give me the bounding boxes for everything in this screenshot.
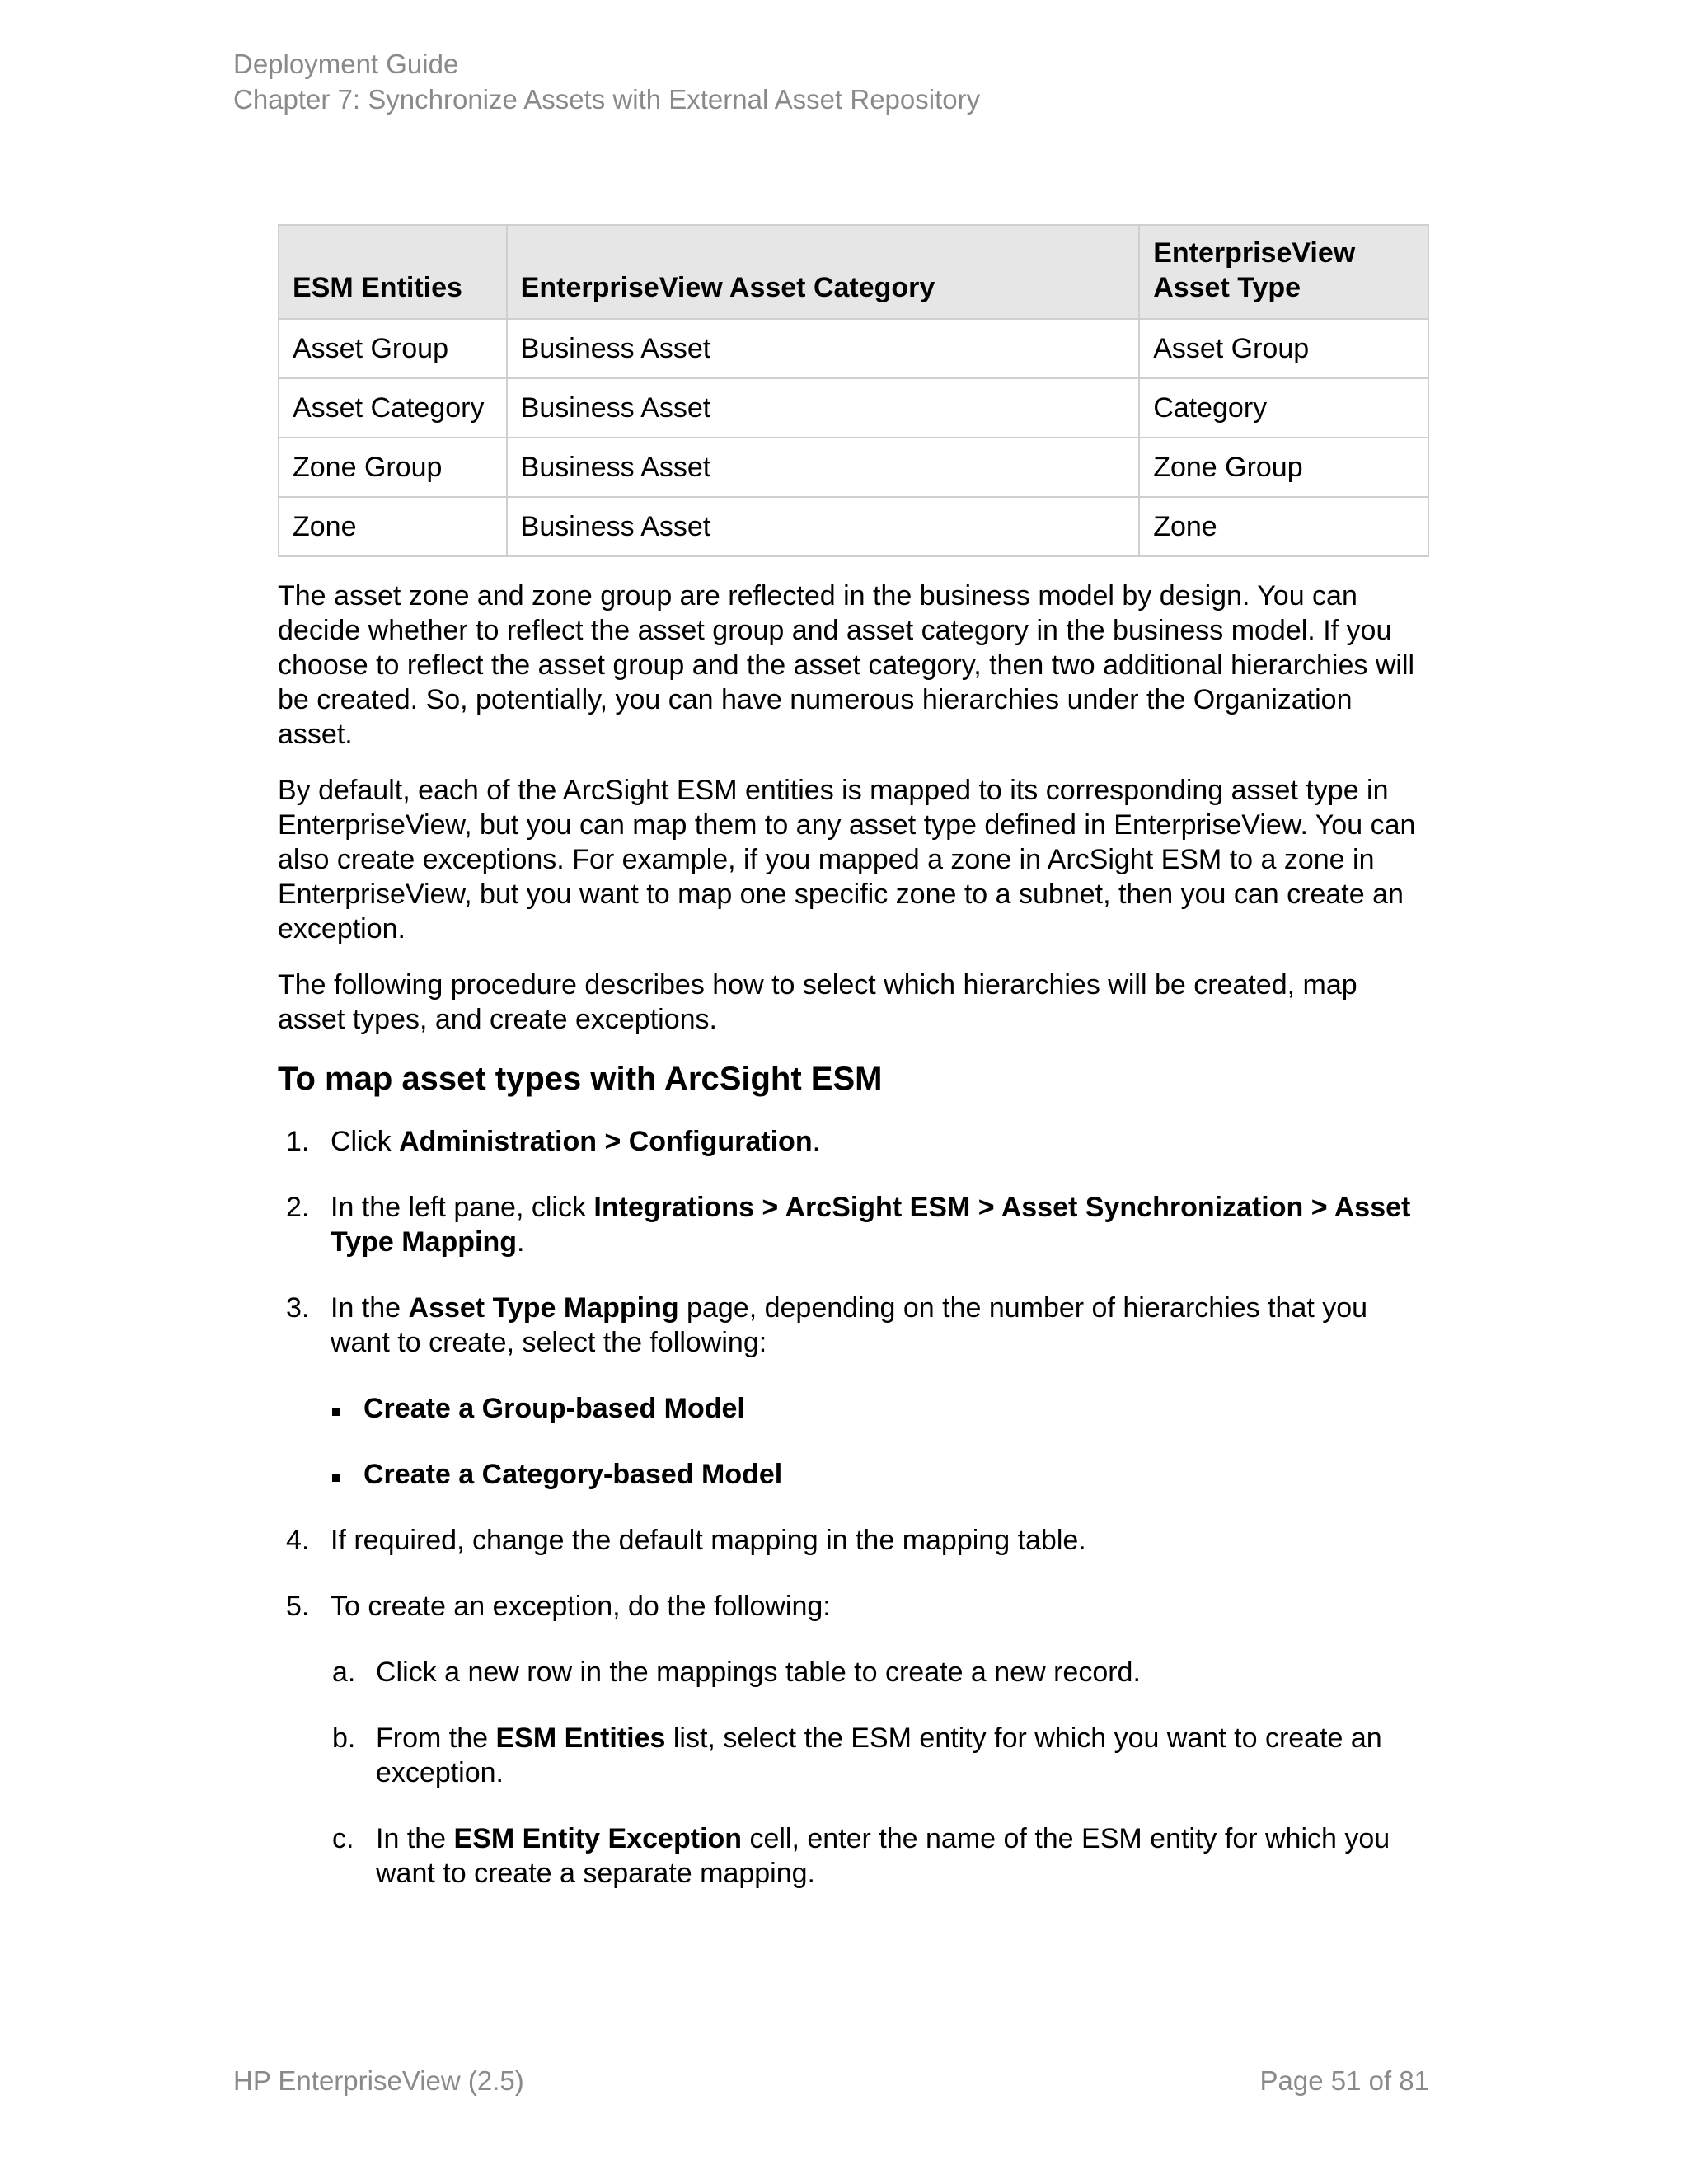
option-label: Create a Group-based Model — [363, 1393, 745, 1424]
table-row — [279, 319, 1428, 378]
page-name: Asset Type Mapping — [408, 1292, 679, 1324]
table-cell: Business Asset — [507, 319, 1140, 378]
sub-step-text: cell, enter the name of the ESM entity for which you want to create a separate mapping. — [376, 1823, 1390, 1889]
sub-step-text: In the — [376, 1823, 454, 1854]
table-cell: Category — [1139, 378, 1428, 438]
menu-path: Integrations > ArcSight ESM > Asset Synchronization > Asset Type Mapping — [331, 1192, 1411, 1258]
sub-step-text: From the — [376, 1722, 496, 1754]
paragraph: The following procedure describes how to select which hierarchies will be created, map asset types, and create exceptions. — [278, 969, 1357, 1035]
bullet-icon — [332, 1474, 340, 1482]
step-text: page, depending on the number of hierarchies that you want to create, select the following: — [331, 1292, 1368, 1358]
step-item — [278, 1523, 1429, 1558]
column-header: EnterpriseView Asset Type — [1139, 225, 1428, 319]
field-name: ESM Entity Exception — [453, 1823, 743, 1854]
footer-product: HP EnterpriseView (2.5) — [233, 2065, 524, 2096]
footer-page-number: Page 51 of 81 — [1259, 2065, 1429, 2096]
table-cell: Zone Group — [1139, 438, 1428, 497]
step-item — [278, 1190, 1429, 1259]
doc-title: Deployment Guide — [233, 49, 459, 79]
sub-step-item — [278, 1821, 1429, 1891]
step-number: 4. — [286, 1525, 310, 1556]
step-text: To create an exception, do the following: — [331, 1591, 831, 1622]
table-cell: Zone Group — [279, 438, 507, 497]
step-number: 3. — [286, 1292, 310, 1324]
sub-step-text: list, select the ESM entity for which you want to create an exception. — [376, 1722, 1382, 1788]
page-header — [233, 46, 980, 117]
main-content — [278, 224, 1429, 1891]
sub-step-letter: a. — [332, 1657, 356, 1688]
option-item — [278, 1457, 1429, 1492]
step-text: Click — [331, 1126, 400, 1157]
step-text: In the left pane, click — [331, 1192, 594, 1223]
paragraph: The asset zone and zone group are reflected in the business model by design. You can decide whether to reflect the asset group and asset category in the business model. If you choose to reflect the asset group and the asset category, then two additional hierarchies will be created. So, potentially, you can have numerous hierarchies under the Organization asset. — [278, 580, 1415, 750]
procedure-steps — [278, 1124, 1429, 1891]
table-cell: Zone — [1139, 497, 1428, 556]
table-cell: Business Asset — [507, 497, 1140, 556]
sub-step-text: Click a new row in the mappings table to create a new record. — [376, 1657, 1141, 1688]
table-cell: Business Asset — [507, 378, 1140, 438]
step-text: . — [517, 1226, 525, 1258]
table-header-row — [279, 225, 1428, 319]
table-cell: Asset Category — [279, 378, 507, 438]
sub-steps — [278, 1655, 1429, 1891]
sub-step-letter: b. — [332, 1722, 356, 1754]
table-cell: Business Asset — [507, 438, 1140, 497]
paragraph: By default, each of the ArcSight ESM entities is mapped to its corresponding asset type in EnterpriseView, but you can map them to any asset type defined in EnterpriseView. You can also create exceptions. For example, if you mapped a zone in ArcSight ESM to a zone in EnterpriseView, but you want to map one specific zone to a subnet, then you can create an exception. — [278, 775, 1416, 944]
sub-step-letter: c. — [332, 1823, 354, 1854]
step-number: 1. — [286, 1126, 310, 1157]
table-cell: Zone — [279, 497, 507, 556]
step-text: In the — [331, 1292, 409, 1324]
table-row — [279, 497, 1428, 556]
table-cell: Asset Group — [279, 319, 507, 378]
menu-path: Administration > Configuration — [399, 1126, 813, 1157]
step-number: 5. — [286, 1591, 310, 1622]
procedure-heading: To map asset types with ArcSight ESM — [278, 1061, 883, 1097]
step-text: If required, change the default mapping in the mapping table. — [331, 1525, 1086, 1556]
mapping-table — [278, 224, 1429, 557]
table-row — [279, 438, 1428, 497]
table-cell: Asset Group — [1139, 319, 1428, 378]
option-label: Create a Category-based Model — [363, 1459, 783, 1490]
step-text: . — [812, 1126, 821, 1157]
step-number: 2. — [286, 1192, 310, 1223]
option-item — [278, 1391, 1429, 1426]
step-item — [278, 1291, 1429, 1492]
table-row — [279, 378, 1428, 438]
column-header: ESM Entities — [279, 225, 507, 319]
step-item — [278, 1589, 1429, 1891]
sub-step-item — [278, 1655, 1429, 1690]
column-header: EnterpriseView Asset Category — [507, 225, 1140, 319]
field-name: ESM Entities — [495, 1722, 666, 1754]
bullet-icon — [332, 1408, 340, 1416]
step-item — [278, 1124, 1429, 1159]
sub-step-item — [278, 1721, 1429, 1790]
chapter-title: Chapter 7: Synchronize Assets with External Asset Repository — [233, 84, 981, 115]
option-list — [278, 1391, 1429, 1492]
